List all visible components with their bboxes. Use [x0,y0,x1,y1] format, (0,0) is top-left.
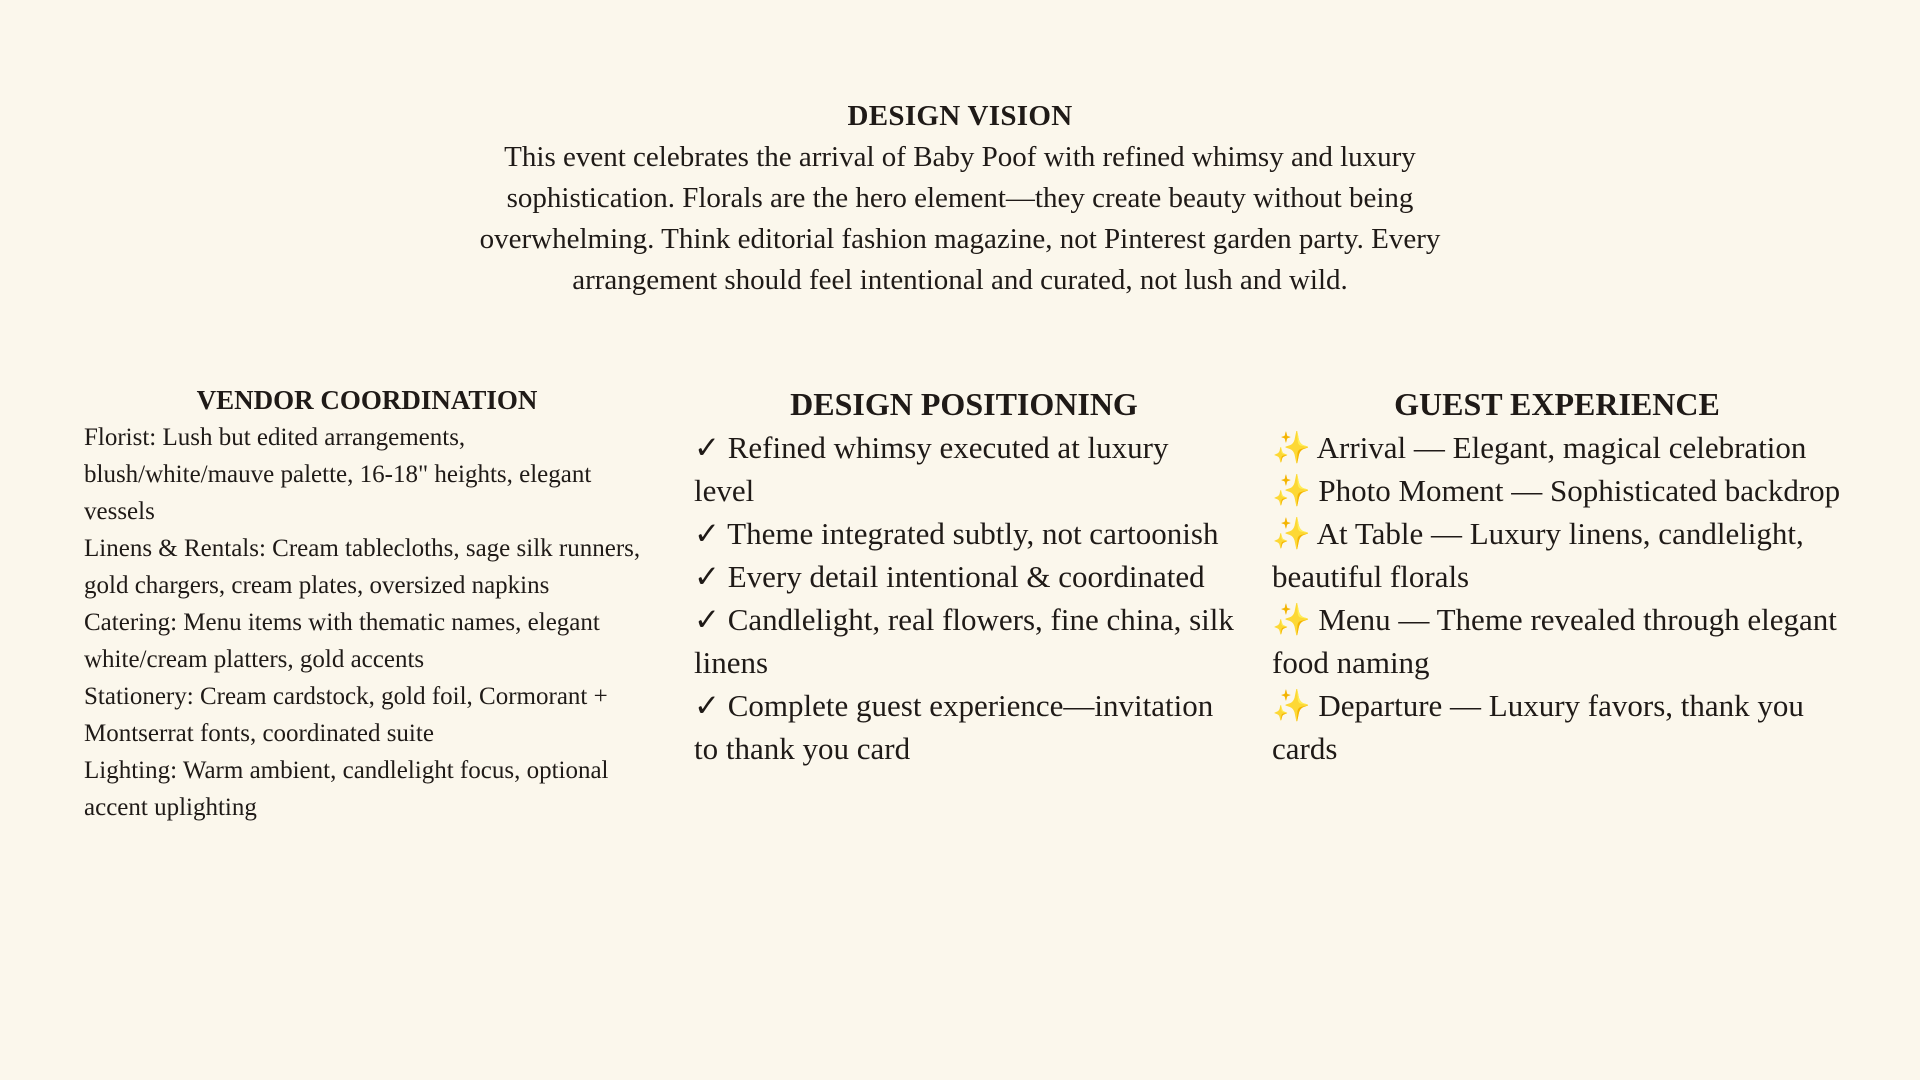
guest-item-photo-moment [1272,469,1842,512]
design-vision-body: This event celebrates the arrival of Baby Poof with refined whimsy and luxury sophistication. Florals are the hero element—they create beauty without being overwhelming. Think editorial fashion magazine, not Pinterest garden party. Every arrangement should feel intentional and curated, not lush and wild. [479,141,1441,296]
guest-item-text: Photo Moment — Sophisticated backdrop [1318,473,1841,508]
guest-item-departure [1272,684,1842,770]
positioning-item: ✓ Candlelight, real flowers, fine china, silk linens [694,602,1234,680]
design-positioning-title: DESIGN POSITIONING [790,386,1138,422]
vendor-item-florist: Florist: Lush but edited arrangements, blush/white/mauve palette, 16-18" heights, elegant vessels [84,424,592,525]
sparkles-icon: ✨ [1272,602,1311,637]
guest-item-text: Arrival — Elegant, magical celebration [1316,430,1807,465]
vendor-item-lighting: Lighting: Warm ambient, candlelight focus, optional accent uplighting [84,757,609,821]
sparkles-icon: ✨ [1272,516,1311,551]
guest-item-text: Departure — Luxury favors, thank you cards [1272,688,1804,766]
guest-item-arrival [1272,426,1842,469]
design-positioning-section [694,382,1234,770]
guest-item-text: Menu — Theme revealed through elegant food naming [1272,602,1837,680]
design-vision-title: DESIGN VISION [847,100,1073,132]
guest-item-at-table [1272,512,1842,598]
sparkles-icon: ✨ [1272,473,1311,508]
vendor-coordination-section [84,382,650,826]
guest-experience-title: GUEST EXPERIENCE [1394,386,1720,422]
vendor-item-stationery: Stationery: Cream cardstock, gold foil, Cormorant + Montserrat fonts, coordinated suite [84,683,608,747]
guest-item-menu [1272,598,1842,684]
sparkles-icon: ✨ [1272,688,1311,723]
vendor-item-catering: Catering: Menu items with thematic names, elegant white/cream platters, gold accents [84,609,600,673]
positioning-item: ✓ Complete guest experience—invitation to thank you card [694,688,1214,766]
positioning-item: ✓ Theme integrated subtly, not cartoonish [694,516,1219,551]
positioning-item: ✓ Every detail intentional & coordinated [694,559,1205,594]
vendor-coordination-title: VENDOR COORDINATION [196,385,538,415]
design-vision-section [420,100,1500,301]
guest-experience-section [1272,382,1842,770]
sparkles-icon: ✨ [1272,430,1311,465]
vendor-item-linens-rentals: Linens & Rentals: Cream tablecloths, sage silk runners, gold chargers, cream plates, oversized napkins [84,535,641,599]
positioning-item: ✓ Refined whimsy executed at luxury level [694,430,1169,508]
guest-item-text: At Table — Luxury linens, candlelight, beautiful florals [1272,516,1804,594]
